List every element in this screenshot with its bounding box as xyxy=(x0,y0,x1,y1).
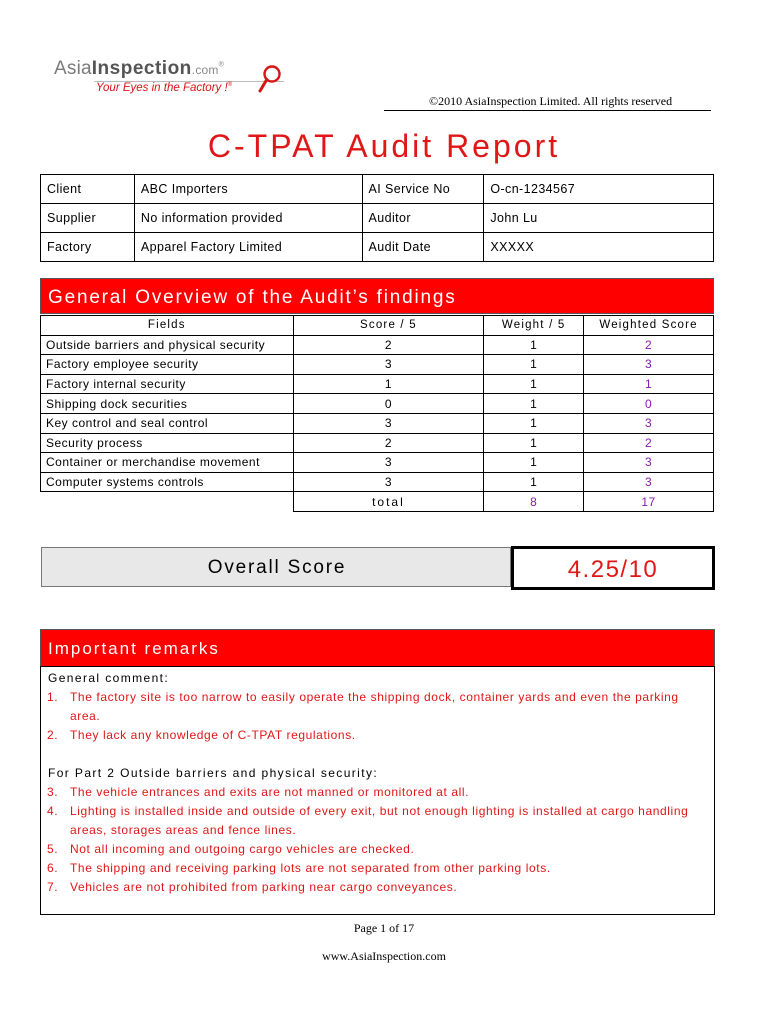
remark-text: Not all incoming and outgoing cargo vehicles are checked. xyxy=(70,842,415,856)
info-label: Factory xyxy=(41,233,135,262)
findings-row xyxy=(41,413,714,433)
info-value: Apparel Factory Limited xyxy=(134,233,362,262)
weight-cell: 1 xyxy=(484,433,584,453)
weighted-score-cell: 2 xyxy=(584,433,714,453)
footer-url: www.AsiaInspection.com xyxy=(322,949,446,963)
remark-number: 4. xyxy=(47,804,59,818)
findings-total-row xyxy=(41,492,714,512)
score-cell: 1 xyxy=(293,374,484,394)
remark-number: 1. xyxy=(47,690,59,704)
findings-header-row xyxy=(41,316,714,336)
remark-text: They lack any knowledge of C-TPAT regulations. xyxy=(70,728,356,742)
magnifier-icon xyxy=(258,64,282,94)
field-name: Security process xyxy=(41,433,294,453)
remark-text: Lighting is installed inside and outside of every exit, but not enough lighting is installed at cargo handling areas, storages areas and fence lines. xyxy=(70,804,689,837)
total-weight: 8 xyxy=(484,492,584,512)
remark-item xyxy=(47,726,707,745)
remarks-body xyxy=(40,666,715,915)
info-row xyxy=(41,233,714,262)
overall-score-value-box xyxy=(511,546,715,590)
findings-row xyxy=(41,374,714,394)
weighted-score-cell: 3 xyxy=(584,413,714,433)
score-cell: 0 xyxy=(293,394,484,414)
total-weighted-score: 17 xyxy=(584,492,714,512)
findings-row xyxy=(41,394,714,414)
column-header: Score / 5 xyxy=(293,316,484,336)
logo-tagline: Your Eyes in the Factory !® xyxy=(96,82,233,94)
weight-cell: 1 xyxy=(484,335,584,355)
column-header: Weight / 5 xyxy=(484,316,584,336)
info-label: Client xyxy=(41,175,135,204)
remark-item xyxy=(47,878,707,897)
field-name: Outside barriers and physical security xyxy=(41,335,294,355)
findings-row xyxy=(41,453,714,473)
remark-text: The factory site is too narrow to easily operate the shipping dock, container yards and even the parking area. xyxy=(70,690,679,723)
overall-score-label: Overall Score xyxy=(207,557,347,578)
weighted-score-cell: 3 xyxy=(584,472,714,492)
logo-wordmark: AsiaInspection.com® xyxy=(54,58,224,79)
score-cell: 3 xyxy=(293,355,484,375)
score-cell: 3 xyxy=(293,453,484,473)
weighted-score-cell: 2 xyxy=(584,335,714,355)
info-value: John Lu xyxy=(484,204,714,233)
weight-cell: 1 xyxy=(484,453,584,473)
copyright-notice: ©2010 AsiaInspection Limited. All rights reserved xyxy=(429,94,673,108)
part2-remarks-list xyxy=(47,783,707,897)
overall-score-label-box xyxy=(41,547,511,587)
remark-number: 2. xyxy=(47,728,59,742)
score-cell: 2 xyxy=(293,433,484,453)
weight-cell: 1 xyxy=(484,472,584,492)
remark-text: The vehicle entrances and exits are not manned or monitored at all. xyxy=(70,785,470,799)
field-name: Factory employee security xyxy=(41,355,294,375)
field-name: Container or merchandise movement xyxy=(41,453,294,473)
report-title: C-TPAT Audit Report xyxy=(207,128,561,164)
weight-cell: 1 xyxy=(484,374,584,394)
part2-label: For Part 2 Outside barriers and physical security: xyxy=(48,766,379,780)
remark-item xyxy=(47,859,707,878)
weight-cell: 1 xyxy=(484,355,584,375)
remarks-heading: Important remarks xyxy=(40,629,715,667)
score-cell: 2 xyxy=(293,335,484,355)
remark-number: 7. xyxy=(47,880,59,894)
remark-number: 3. xyxy=(47,785,59,799)
general-comment-label: General comment: xyxy=(48,671,170,685)
page-number: Page 1 of 17 xyxy=(353,921,415,935)
field-name: Shipping dock securities xyxy=(41,394,294,414)
info-label: Audit Date xyxy=(362,233,484,262)
remark-item xyxy=(47,840,707,859)
info-row xyxy=(41,204,714,233)
info-label: Auditor xyxy=(362,204,484,233)
column-header: Fields xyxy=(41,316,294,336)
info-label: AI Service No xyxy=(362,175,484,204)
overall-score-value: 4.25/10 xyxy=(567,556,659,583)
report-info-table xyxy=(40,174,714,262)
remark-item xyxy=(47,783,707,802)
findings-row xyxy=(41,472,714,492)
weighted-score-cell: 0 xyxy=(584,394,714,414)
info-value: No information provided xyxy=(134,204,362,233)
remark-item xyxy=(47,688,707,726)
score-cell: 3 xyxy=(293,413,484,433)
overview-heading: General Overview of the Audit’s findings xyxy=(40,278,714,314)
company-logo xyxy=(54,58,294,102)
weighted-score-cell: 3 xyxy=(584,355,714,375)
blank-cell xyxy=(41,492,294,512)
info-value: ABC Importers xyxy=(134,175,362,204)
findings-row xyxy=(41,335,714,355)
remark-number: 5. xyxy=(47,842,59,856)
info-value: O-cn-1234567 xyxy=(484,175,714,204)
field-name: Factory internal security xyxy=(41,374,294,394)
info-row xyxy=(41,175,714,204)
info-label: Supplier xyxy=(41,204,135,233)
header-rule xyxy=(384,110,711,111)
score-cell: 3 xyxy=(293,472,484,492)
weight-cell: 1 xyxy=(484,394,584,414)
column-header: Weighted Score xyxy=(584,316,714,336)
field-name: Key control and seal control xyxy=(41,413,294,433)
remark-number: 6. xyxy=(47,861,59,875)
total-label: total xyxy=(293,492,484,512)
info-value: XXXXX xyxy=(484,233,714,262)
findings-table xyxy=(40,315,714,512)
field-name: Computer systems controls xyxy=(41,472,294,492)
findings-row xyxy=(41,355,714,375)
remark-text: Vehicles are not prohibited from parking near cargo conveyances. xyxy=(70,880,458,894)
weight-cell: 1 xyxy=(484,413,584,433)
general-comment-list xyxy=(47,688,707,745)
remark-item xyxy=(47,802,707,840)
findings-row xyxy=(41,433,714,453)
remark-text: The shipping and receiving parking lots are not separated from other parking lots. xyxy=(70,861,551,875)
weighted-score-cell: 3 xyxy=(584,453,714,473)
weighted-score-cell: 1 xyxy=(584,374,714,394)
